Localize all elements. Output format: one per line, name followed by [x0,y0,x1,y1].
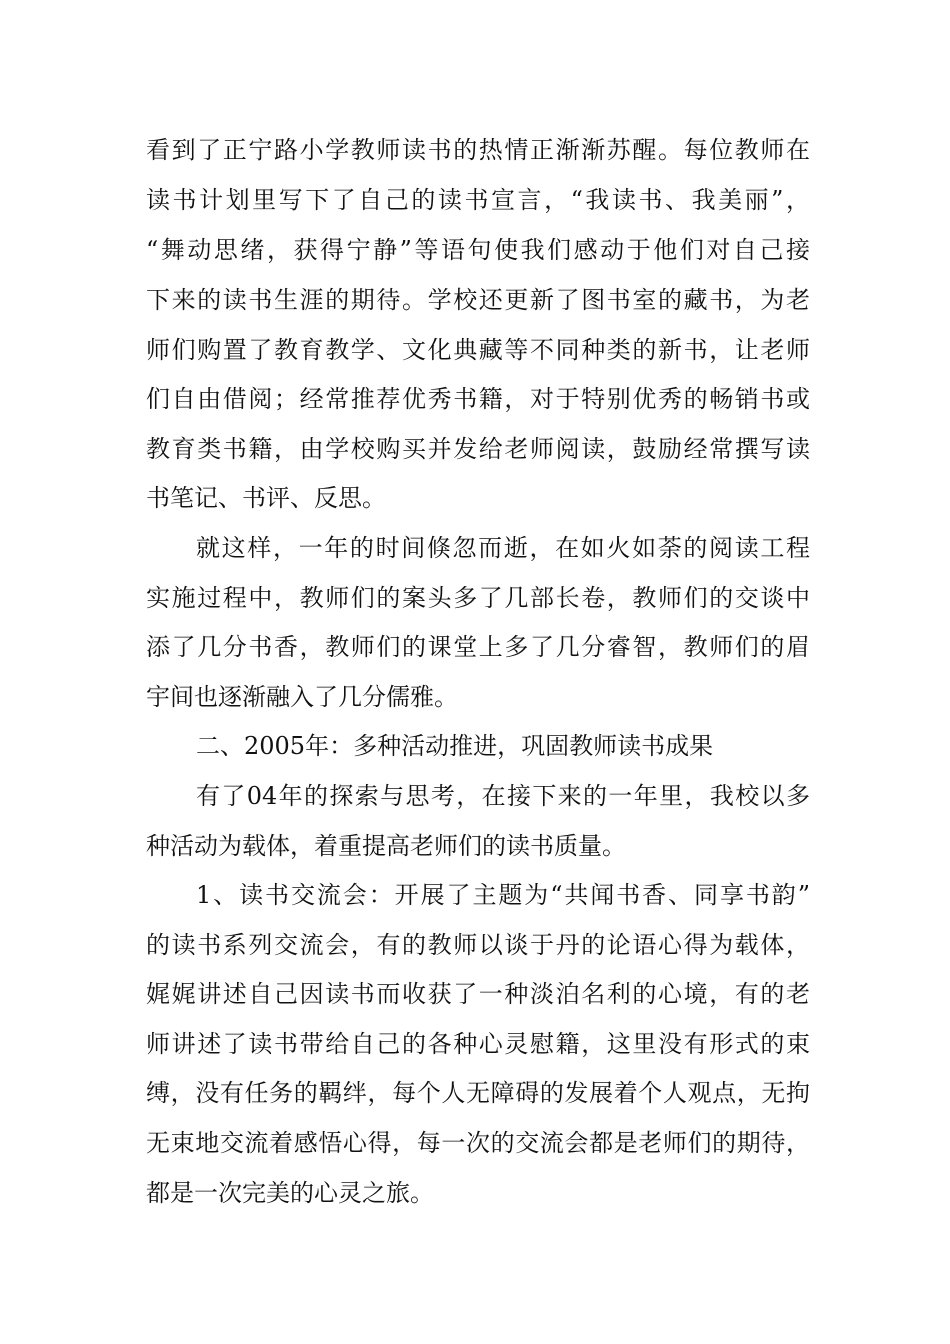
paragraph-line: “舞动思绪，获得宁静”等语句使我们感动于他们对自己接 [146,236,810,264]
paragraph-line: 读书计划里写下了自己的读书宣言，“我读书、我美丽”， [146,186,810,214]
section-heading: 二、2005年：多种活动推进，巩固教师读书成果 [196,732,714,760]
paragraph-line: 种活动为载体，着重提高老师们的读书质量。 [146,832,626,860]
paragraph-line: 教育类书籍，由学校购买并发给老师阅读，鼓励经常撰写读 [146,435,810,463]
paragraph-line: 书笔记、书评、反思。 [146,484,386,512]
paragraph-line: 实施过程中，教师们的案头多了几部长卷，教师们的交谈中 [146,584,810,612]
paragraph-line: 添了几分书香，教师们的课堂上多了几分睿智，教师们的眉 [146,633,810,661]
paragraph-line: 有了04年的探索与思考，在接下来的一年里，我校以多 [196,782,810,810]
paragraph-line: 下来的读书生涯的期待。学校还更新了图书室的藏书，为老 [146,286,810,314]
paragraph-line: 就这样，一年的时间倏忽而逝，在如火如荼的阅读工程 [196,534,810,562]
paragraph-line: 的读书系列交流会，有的教师以谈于丹的论语心得为载体， [146,931,810,959]
paragraph-line: 师讲述了读书带给自己的各种心灵慰籍，这里没有形式的束 [146,1030,810,1058]
paragraph-line: 都是一次完美的心灵之旅。 [146,1179,434,1207]
paragraph-line: 缚，没有任务的羁绊，每个人无障碍的发展着个人观点，无拘 [146,1079,810,1107]
paragraph-line: 师们购置了教育教学、文化典藏等不同种类的新书，让老师 [146,336,810,364]
paragraph-line: 无束地交流着感悟心得，每一次的交流会都是老师们的期待， [146,1129,810,1157]
paragraph-line: 1、读书交流会：开展了主题为“共闻书香、同享书韵” [196,881,810,909]
paragraph-line: 宇间也逐渐融入了几分儒雅。 [146,683,458,711]
paragraph-line: 看到了正宁路小学教师读书的热情正渐渐苏醒。每位教师在 [146,136,810,164]
paragraph-line: 娓娓讲述自己因读书而收获了一种淡泊名利的心境，有的老 [146,980,810,1008]
paragraph-line: 们自由借阅；经常推荐优秀书籍，对于特别优秀的畅销书或 [146,385,810,413]
